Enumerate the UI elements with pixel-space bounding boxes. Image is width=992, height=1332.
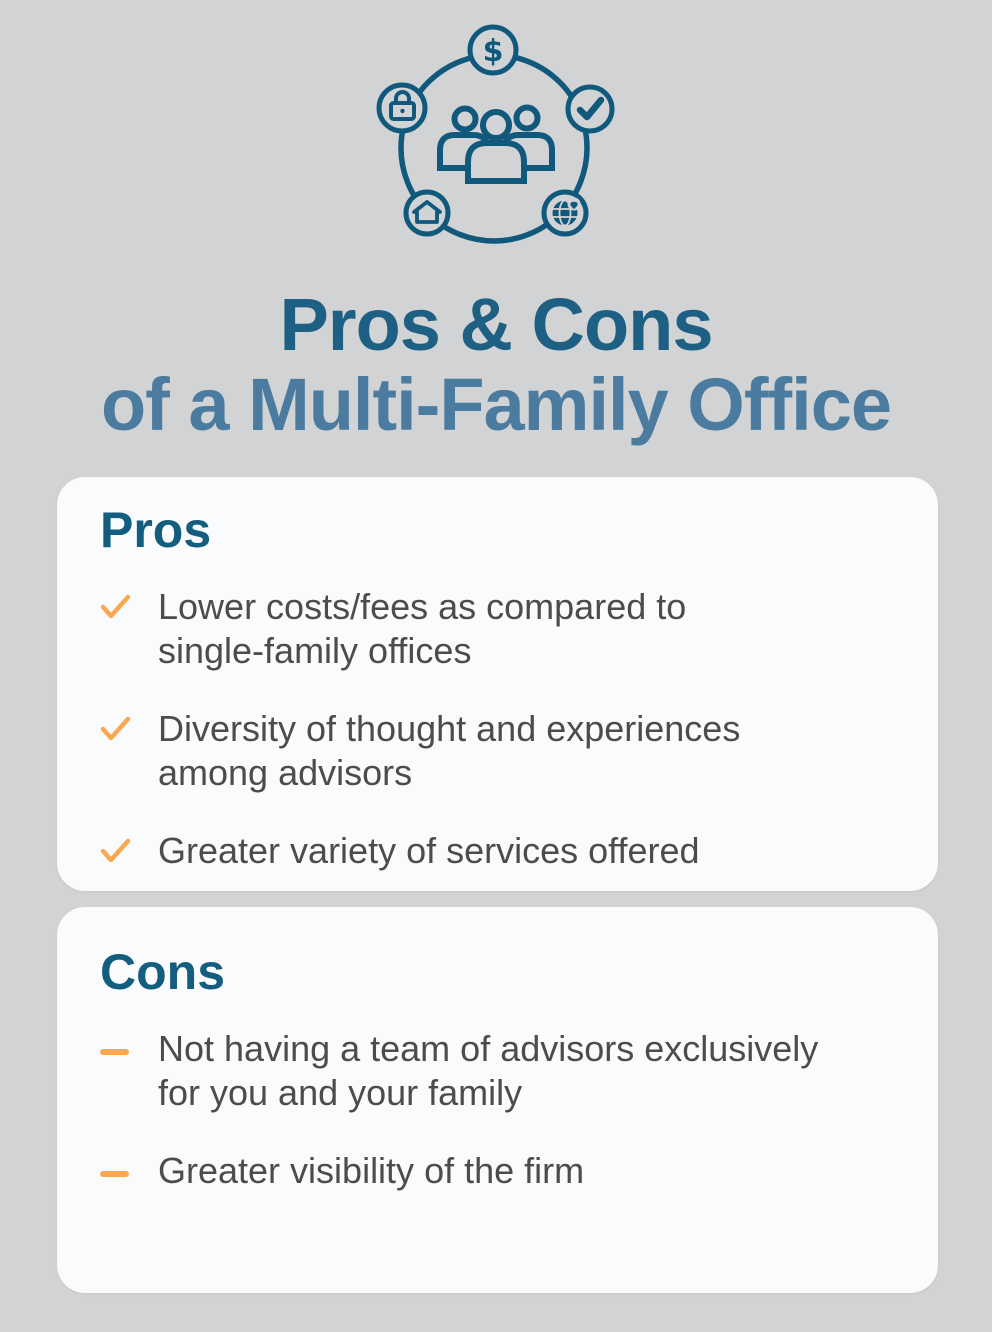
svg-text:$: $ [482, 34, 504, 69]
list-item [100, 585, 898, 673]
lock-icon [379, 85, 425, 131]
cons-card [57, 907, 938, 1293]
list-item [100, 829, 898, 873]
cons-heading: Cons [100, 944, 225, 1000]
check-icon [100, 707, 158, 747]
pros-heading: Pros [100, 502, 212, 558]
list-item [100, 1027, 898, 1115]
dash-icon [100, 1027, 158, 1055]
list-item [100, 707, 898, 795]
list-item-text: Lower costs/fees as compared to single-family offices [158, 586, 687, 671]
header-icon-wrap [0, 0, 992, 259]
list-item-text: Greater visibility of the firm [158, 1150, 585, 1191]
globe-heart-icon [544, 192, 586, 234]
pros-list [100, 585, 898, 873]
house-icon [406, 192, 448, 234]
dollar-icon [470, 27, 516, 73]
page-title-line1: Pros & Cons [279, 283, 713, 366]
list-item-text: Not having a team of advisors exclusively for you and your family [158, 1028, 819, 1113]
list-item [100, 1149, 898, 1193]
check-icon [100, 829, 158, 869]
list-item-text: Diversity of thought and experiences among advisors [158, 708, 741, 793]
dash-icon [100, 1149, 158, 1177]
check-badge-icon [568, 87, 612, 131]
pros-card [57, 477, 938, 891]
list-item-text: Greater variety of services offered [158, 830, 700, 871]
cons-list [100, 1027, 898, 1193]
family-group-icon [440, 108, 552, 182]
multi-family-office-network-icon [371, 22, 621, 259]
page-title-line2: of a Multi-Family Office [100, 363, 892, 446]
check-icon [100, 585, 158, 625]
page-title [0, 285, 992, 445]
